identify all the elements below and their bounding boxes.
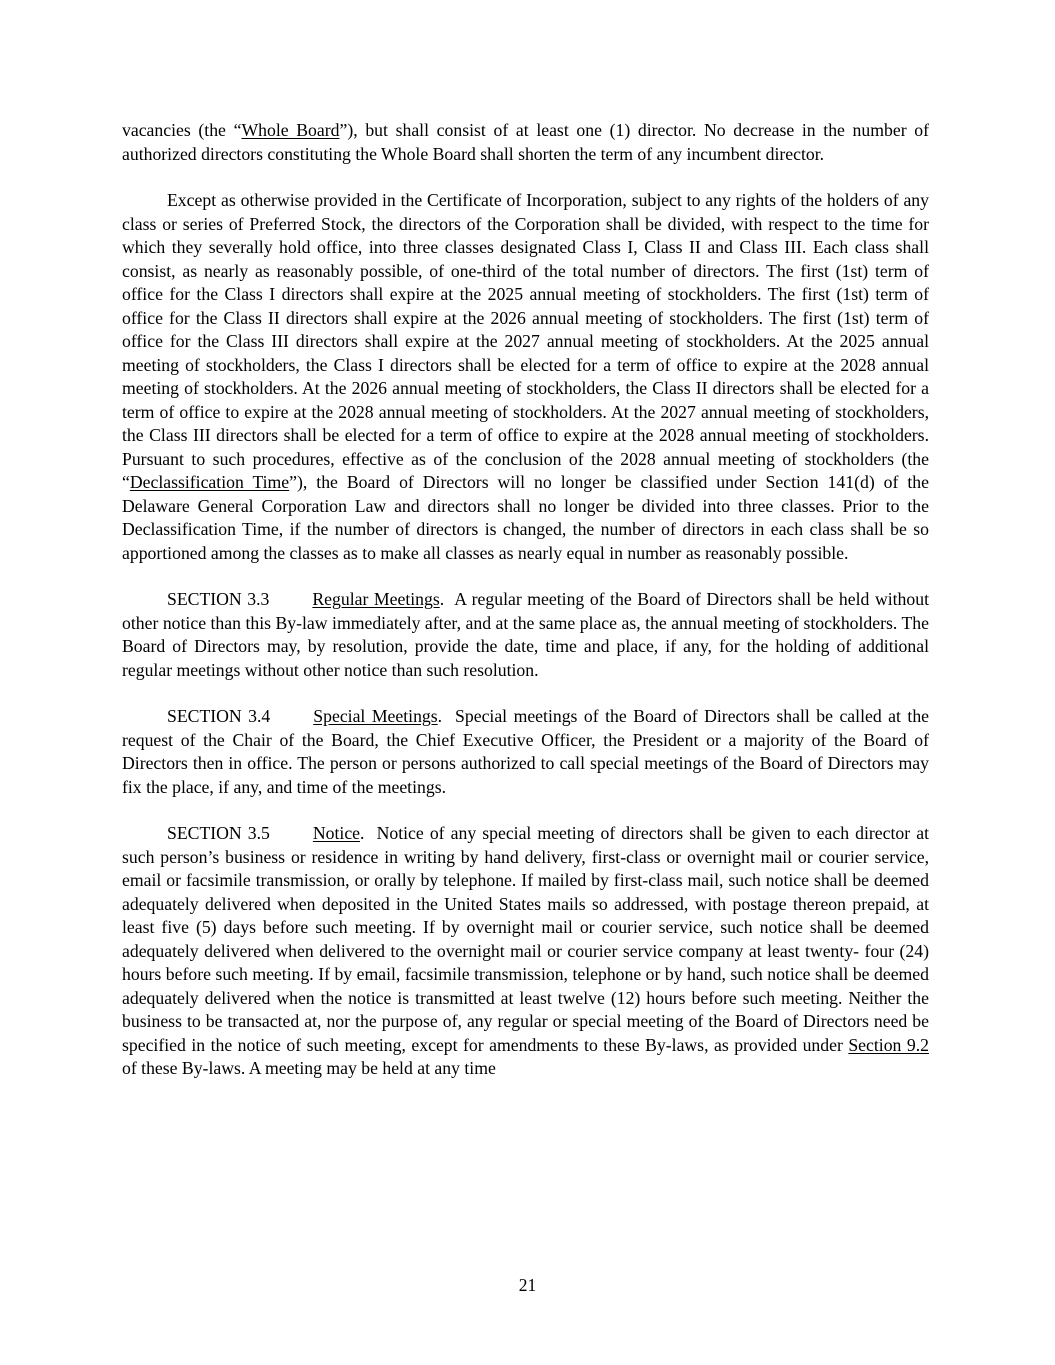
section-3-4-heading: Special Meetings xyxy=(313,706,438,726)
section-3-5-heading: Notice xyxy=(312,823,361,843)
text-run: ”), the Board of Directors will no longer be classified under Section 141(d) of the Delaware General Corporation Law and directors shall no longer be divided into three classes. Prior to the Declassification Time, if the number of directors is changed, the number of directors in each class shall be so apportioned among the classes as to make all classes as nearly equal in number as reasonably possible. xyxy=(122,472,929,563)
defined-term-whole-board: Whole Board xyxy=(241,120,340,140)
section-ref-9-2: Section 9.2 xyxy=(848,1034,929,1055)
text-run: . Special meetings of the Board of Directors shall be called at the request of the Chair of the Board, the Chief Executive Officer, the President or a majority of the Board of Directors then in office. The person or persons authorized to call special meetings of the Board of Directors may fix the place, if any, and time of the meetings. xyxy=(122,706,930,797)
text-run: . Notice of any special meeting of directors shall be given to each director at such person’s business or residence in writing by hand delivery, first-class or overnight mail or courier service, email or facsimile transmission, or orally by telephone. If mailed by first-class mail, such notice shall be deemed adequately delivered when deposited in the United States mails so addressed, with postage thereon prepaid, at least five (5) days before such meeting. If by overnight mail or courier service, such notice shall be deemed adequately delivered when delivered to the overnight mail or courier service company at least twenty- four (24) hours before such meeting. If by email, facsimile transmission, telephone or by hand, such notice shall be deemed adequately delivered when the notice is transmitted at least twelve (12) hours before such meeting. Neither the business to be transacted at, nor the purpose of, any regular or special meeting of the Board of Directors need be specified in the notice of such meeting, except for amendments to these By-laws, as provided under xyxy=(122,823,929,1055)
text-run: vacancies (the “ xyxy=(122,120,242,140)
section-3-4-label: SECTION 3.4 xyxy=(167,706,271,726)
paragraph-whole-board xyxy=(122,119,929,166)
text-run: of these By-laws. A meeting may be held at any time xyxy=(122,1058,496,1078)
section-3-5-label: SECTION 3.5 xyxy=(167,823,270,843)
paragraph-classified-board xyxy=(122,189,929,565)
text-run: ”), but shall consist of at least one (1) director. No decrease in the number of authorized directors constituting the Whole Board shall shorten the term of any incumbent director. xyxy=(122,120,929,164)
page-content xyxy=(122,119,929,1104)
paragraph-section-3-5 xyxy=(122,822,929,1081)
paragraph-section-3-4 xyxy=(122,705,929,799)
page-number: 21 xyxy=(518,1275,537,1295)
text-run: . A regular meeting of the Board of Directors shall be held without other notice than this By-law immediately after, and at the same place as, the annual meeting of stockholders. The Board of Directors may, by resolution, provide the date, time and place, if any, for the holding of additional regular meetings without other notice than such resolution. xyxy=(122,589,929,680)
section-3-3-label: SECTION 3.3 xyxy=(167,589,270,609)
section-3-3-heading: Regular Meetings xyxy=(312,589,440,609)
text-run: Except as otherwise provided in the Certificate of Incorporation, subject to any rights of the holders of any class or series of Preferred Stock, the directors of the Corporation shall be divided, with respect to the time for which they severally hold office, into three classes designated Class I, Class II and Class III. Each class shall consist, as nearly as reasonably possible, of one-third of the total number of directors. The first (1st) term of office for the Class I directors shall expire at the 2025 annual meeting of stockholders. The first (1st) term of office for the Class II directors shall expire at the 2026 annual meeting of stockholders. The first (1st) term of office for the Class III directors shall expire at the 2027 annual meeting of stockholders. At the 2025 annual meeting of stockholders, the Class I directors shall be elected for a term of office to expire at the 2028 annual meeting of stockholders. At the 2026 annual meeting of stockholders, the Class II directors shall be elected for a term of office to expire at the 2028 annual meeting of stockholders. At the 2027 annual meeting of stockholders, the Class III directors shall be elected for a term of office to expire at the 2028 annual meeting of stockholders. Pursuant to such procedures, effective as of the conclusion of the 2028 annual meeting of stockholders (the “ xyxy=(122,190,929,492)
paragraph-section-3-3 xyxy=(122,588,929,682)
defined-term-declassification-time: Declassification Time xyxy=(129,472,290,492)
